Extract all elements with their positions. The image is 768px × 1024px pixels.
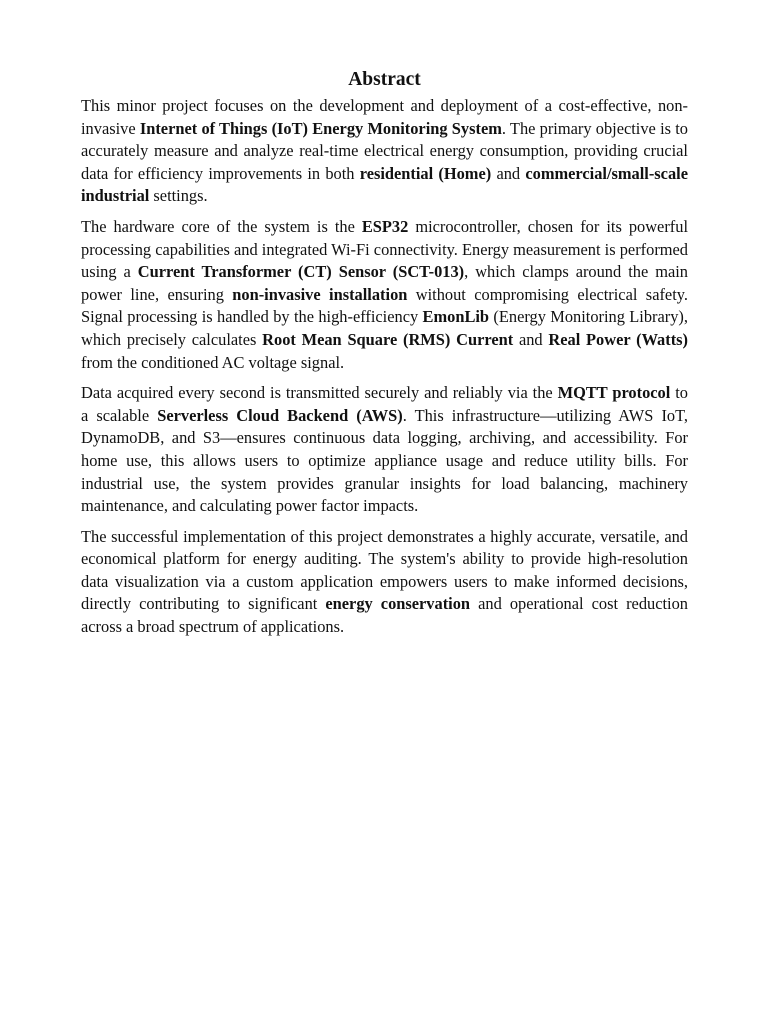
abstract-paragraph-1 bbox=[81, 95, 688, 208]
abstract-title: Abstract bbox=[348, 69, 421, 90]
bold-phrase: energy conservation bbox=[325, 594, 471, 614]
text-run: The successful implementation of this project demonstrates a highly accurate, versatile, and economical platform for energy auditing. The system's ability to provide high-resolution data visualization via a custom application empowers users to make informed decisions, directly contributing to significant bbox=[81, 526, 688, 614]
text-run: and bbox=[491, 163, 526, 183]
bold-phrase: non-invasive installation bbox=[232, 284, 408, 304]
text-run: and operational cost reduction across a broad spectrum of applications. bbox=[81, 594, 688, 637]
text-run: The hardware core of the system is the bbox=[81, 216, 362, 236]
text-run: to a scalable bbox=[81, 383, 688, 425]
text-run: This minor project focuses on the development and deployment of a cost-effective, non-invasive bbox=[81, 96, 688, 138]
text-run: without compromising electrical safety. Signal processing is handled by the high-efficiency bbox=[81, 284, 688, 327]
bold-phrase: Real Power (Watts) bbox=[548, 329, 689, 349]
bold-phrase: ESP32 bbox=[361, 216, 409, 236]
text-run: settings. bbox=[149, 186, 208, 206]
text-run: , which clamps around the main power line, ensuring bbox=[81, 262, 688, 304]
bold-phrase: EmonLib bbox=[422, 307, 490, 327]
bold-phrase: Root Mean Square (RMS) Current bbox=[262, 329, 514, 349]
bold-phrase: commercial/small-scale industrial bbox=[81, 163, 688, 206]
text-run: microcontroller, chosen for its powerful processing capabilities and integrated Wi-Fi connectivity. Energy measurement is performed using a bbox=[81, 216, 688, 282]
abstract-body bbox=[81, 95, 688, 639]
abstract-paragraph-4 bbox=[81, 526, 688, 639]
text-run: . The primary objective is to accurately measure and analyze real-time electrical energy consumption, providing crucial data for efficiency improvements in both bbox=[81, 118, 688, 183]
bold-phrase: Serverless Cloud Backend (AWS) bbox=[157, 405, 403, 425]
text-run: from the conditioned AC voltage signal. bbox=[81, 352, 345, 372]
text-run: . This infrastructure—utilizing AWS IoT, DynamoDB, and S3—ensures continuous data logging, archiving, and accessibility. For home use, this allows users to optimize appliance usage and reduce utility bills. For industrial use, the system provides granular insights for load balancing, machinery maintenance, and calculating power factor impacts. bbox=[81, 405, 688, 516]
abstract-paragraph-2 bbox=[81, 216, 688, 374]
bold-phrase: Current Transformer (CT) Sensor (SCT-013) bbox=[137, 262, 465, 282]
text-run: (Energy Monitoring Library), which precisely calculates bbox=[81, 307, 688, 349]
text-run: and bbox=[513, 329, 549, 349]
bold-phrase: Internet of Things (IoT) Energy Monitoring System bbox=[139, 118, 502, 138]
bold-phrase: residential (Home) bbox=[359, 163, 492, 183]
document-page bbox=[81, 67, 688, 647]
abstract-paragraph-3 bbox=[81, 382, 688, 518]
text-run: Data acquired every second is transmitted securely and reliably via the bbox=[81, 383, 558, 403]
bold-phrase: MQTT protocol bbox=[557, 383, 671, 403]
